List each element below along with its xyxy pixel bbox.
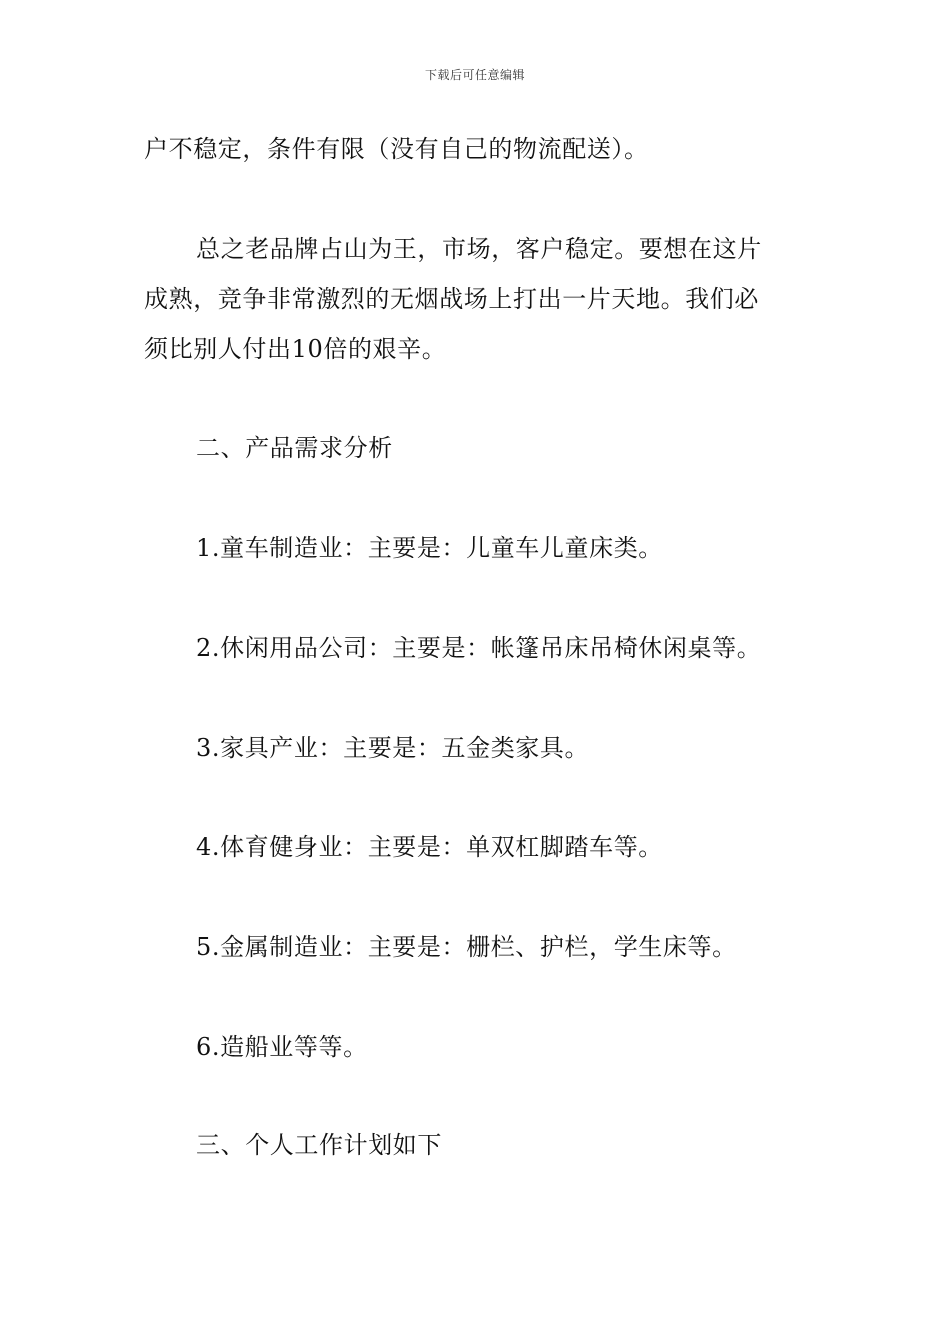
list-item: 6.造船业等等。 (196, 1033, 368, 1061)
paragraph-line: 户不稳定，条件有限（没有自己的物流配送）。 (144, 135, 649, 163)
paragraph-line: 成熟，竞争非常激烈的无烟战场上打出一片天地。我们必 (144, 285, 759, 313)
list-item: 3.家具产业：主要是：五金类家具。 (196, 734, 590, 762)
section-heading: 二、产品需求分析 (196, 434, 393, 462)
paragraph-line: 总之老品牌占山为王，市场，客户稳定。要想在这片 (196, 235, 762, 263)
list-item: 4.体育健身业：主要是：单双杠脚踏车等。 (196, 833, 663, 861)
paragraph-line: 须比别人付出10倍的艰辛。 (144, 335, 447, 363)
header-note: 下载后可任意编辑 (424, 68, 525, 82)
list-item: 2.休闲用品公司：主要是：帐篷吊床吊椅休闲桌等。 (196, 634, 762, 662)
list-item: 1.童车制造业：主要是：儿童车儿童床类。 (196, 534, 663, 562)
list-item: 5.金属制造业：主要是：栅栏、护栏，学生床等。 (196, 933, 737, 961)
section-heading: 三、个人工作计划如下 (196, 1131, 442, 1159)
